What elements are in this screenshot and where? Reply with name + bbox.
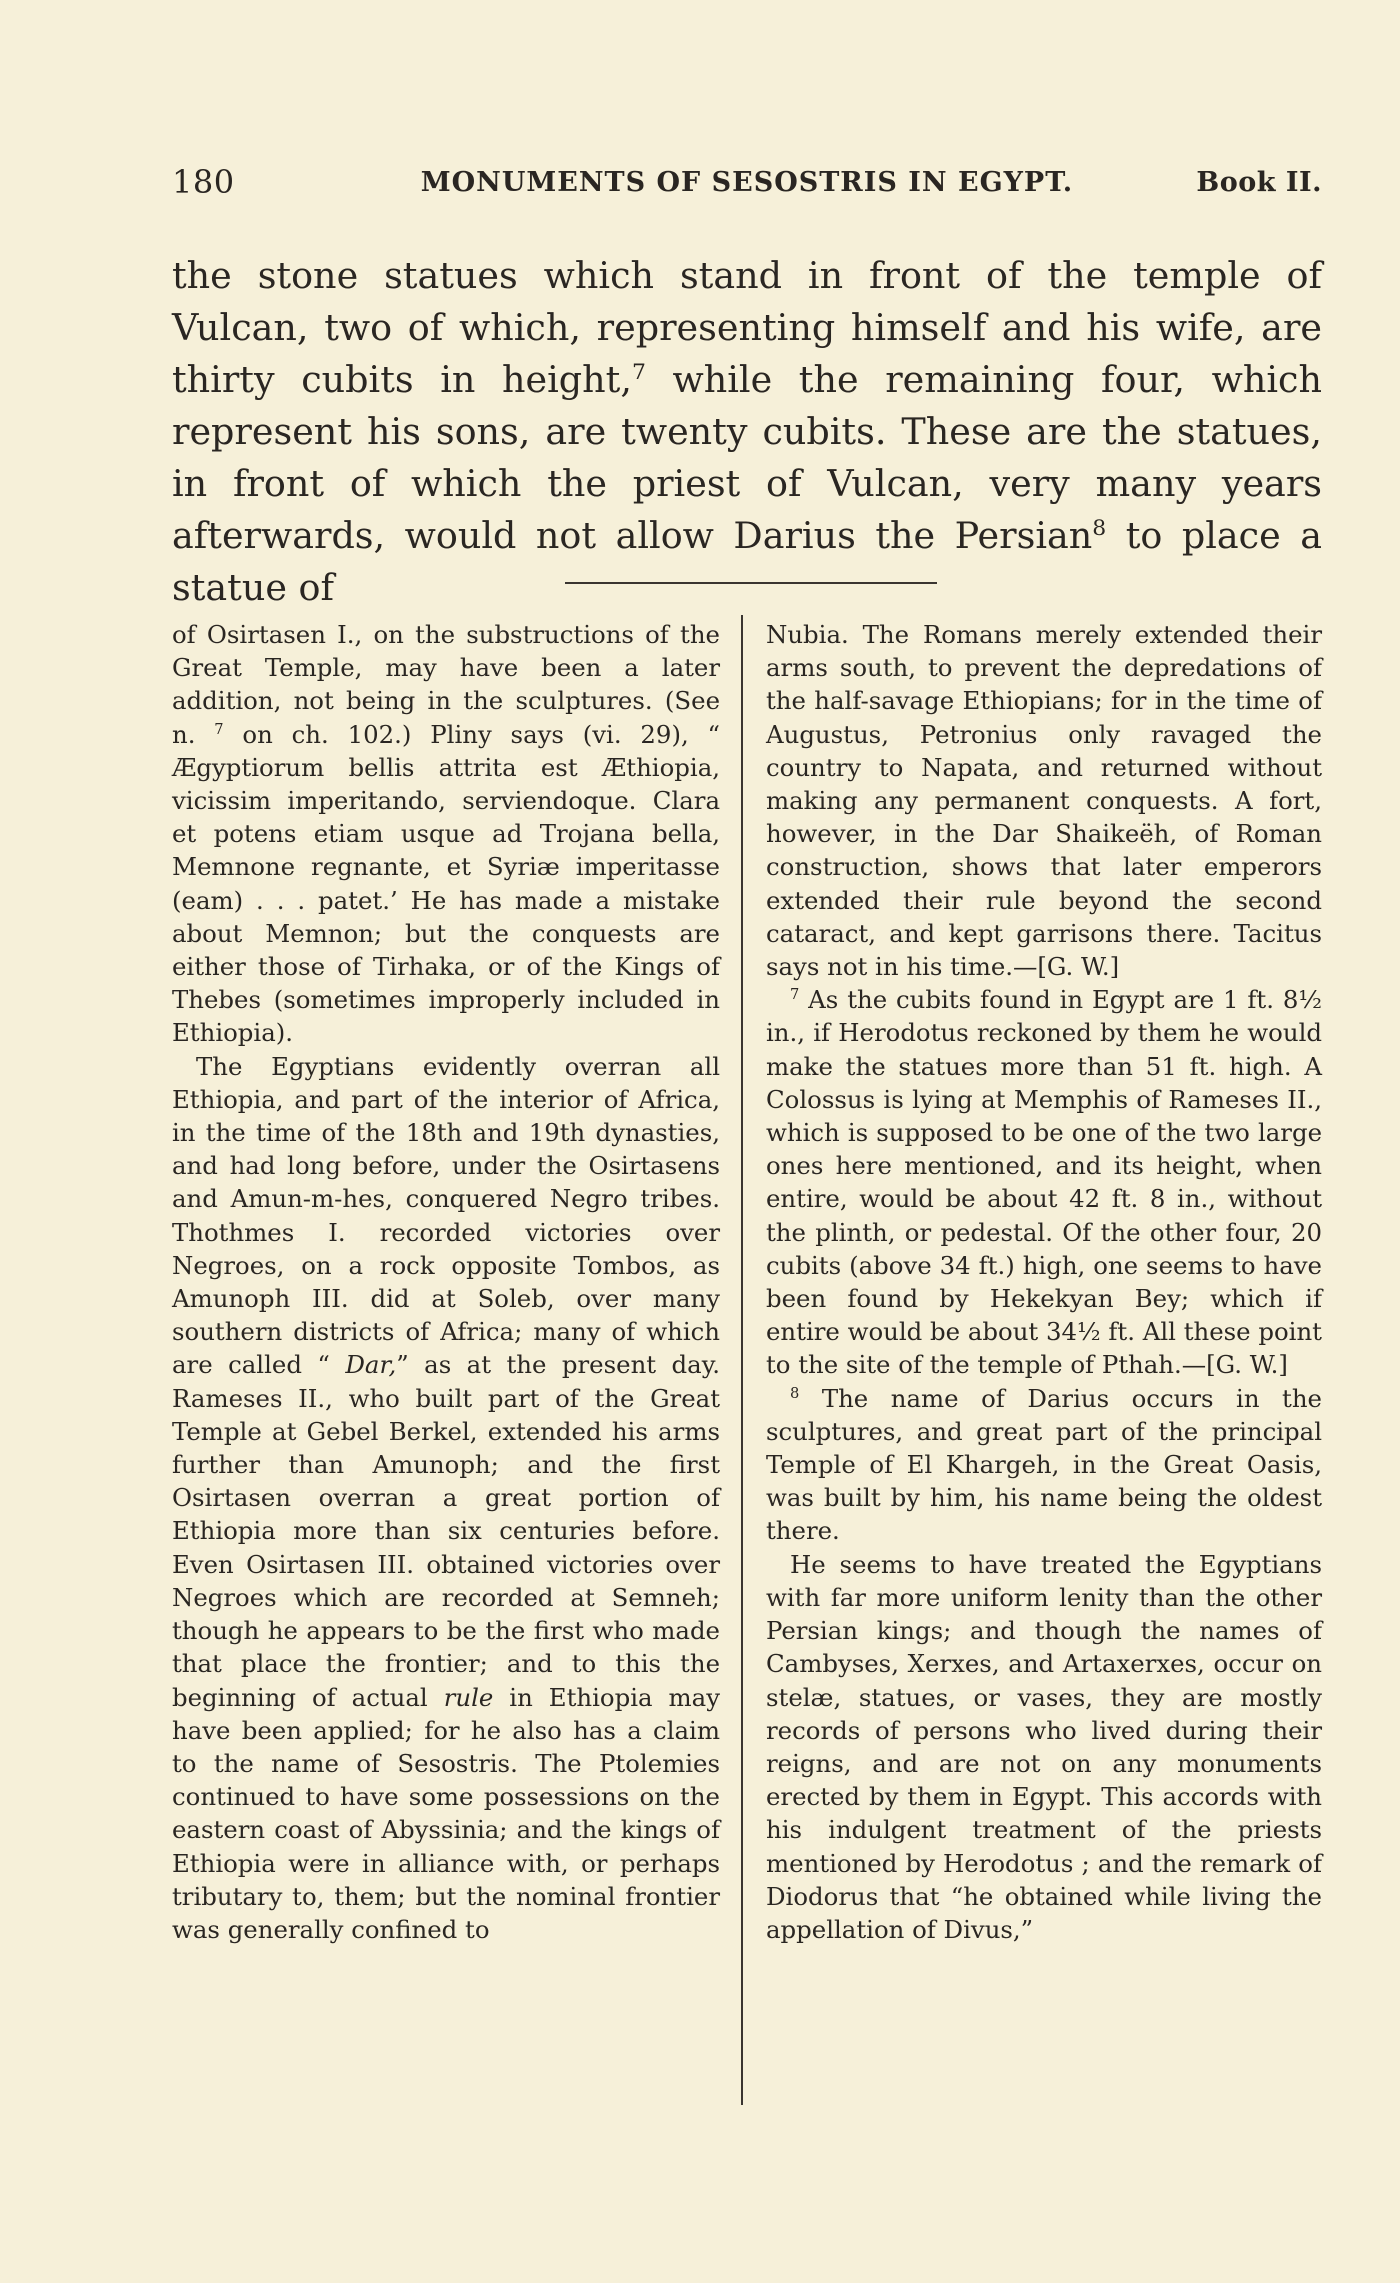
footnote-ref: 8: [1092, 515, 1107, 541]
main-text-part: to place a statue of: [172, 514, 1322, 609]
footnote-marker: 8: [790, 1384, 800, 1402]
book-label: Book II.: [1196, 167, 1322, 198]
main-text-part: the stone statues which stand in front of the temple of Vulcan, two of which, representing himself and his wife, are thirty cubits in height,: [172, 254, 1322, 401]
footnote-text: The name of Darius occurs in the sculptures, and great part of the principal Temple of El Khargeh, in the Great Oasis, was built by him, his name being the oldest there.: [766, 1383, 1322, 1546]
main-text-block: [172, 250, 1322, 614]
footnote-text: in Ethiopia may have been applied; for he also has a claim to the name of Sesostris. The Ptolemies continued to have some possessions on the eastern coast of Abyssinia; and the kings of Ethiopia were in alliance with, or perhaps tributary to, them; but the nominal frontier was generally confined to: [172, 1682, 720, 1944]
footnote-8: [766, 1382, 1322, 1548]
footnotes-right-column: [766, 618, 1322, 1946]
footnote-paragraph: [172, 1050, 720, 1946]
footnote-text: of Osirtasen I., on the substructions of the Great Temple, may have been a later addition, not being in the sculptures. (See n.: [172, 620, 720, 749]
footnote-paragraph: [766, 618, 1322, 983]
footnote-italic: Dar,: [345, 1350, 397, 1380]
footnote-paragraph: [766, 1548, 1322, 1946]
footnote-ref: 7: [214, 720, 224, 738]
page-number: 180: [172, 163, 235, 201]
footnote-text: He seems to have treated the Egyptians with far more uniform lenity than the other Persian kings; and though the names of Cambyses, Xerxes, and Artaxerxes, occur on stelæ, statues, or vases, they are mostly records of persons who lived during their reigns, and are not on any monuments erected by them in Egypt. This accords with his indulgent treatment of the priests mentioned by Herodotus ; and the remark of Diodorus that “he obtained while living the appellation of Divus,”: [766, 1549, 1322, 1944]
main-text-part: while the remaining four, which represent his sons, are twenty cubits. These are the statues, in front of which the priest of Vulcan, very many years afterwards, would not allow Darius the Persian: [172, 358, 1322, 557]
footnote-text: The Egyptians evidently overran all Ethiopia, and part of the interior of Africa, in the time of the 18th and 19th dynasties, and had long before, under the Osirtasens and Amun-m-hes, conquered Negro tribes. Thothmes I. recorded victories over Negroes, on a rock opposite Tombos, as Amunoph III. did at Soleb, over many southern districts of Africa; many of which are called “: [172, 1051, 720, 1380]
running-title: MONUMENTS OF SESOSTRIS IN EGYPT.: [420, 167, 1074, 198]
footnote-ref: 7: [631, 359, 646, 385]
footnote-7: [766, 983, 1322, 1381]
footnote-text: As the cubits found in Egypt are 1 ft. 8½ in., if Herodotus reckoned by them he would make the statues more than 51 ft. high. A Colossus is lying at Memphis of Rameses II., which is supposed to be one of the two large ones here mentioned, and its height, when entire, would be about 42 ft. 8 in., without the plinth, or pedestal. Of the other four, 20 cubits (above 34 ft.) high, one seems to have been found by Hekekyan Bey; which if entire would be about 34½ ft. All these point to the site of the temple of Pthah.—[G. W.]: [766, 985, 1322, 1380]
footnotes-left-column: [172, 618, 720, 1946]
separator-rule: [565, 582, 937, 584]
footnote-marker: 7: [790, 986, 800, 1004]
running-header: [172, 163, 1322, 209]
footnote-text: on ch. 102.) Pliny says (vi. 29), “ Ægyptiorum bellis attrita est Æthiopia, vicissim imperitando, serviendoque. Clara et potens etiam usque ad Trojana bella, Memnone regnante, et Syriæ imperitasse (eam) . . . patet.’ He has made a mistake about Memnon; but the conquests are either those of Tirhaka, or of the Kings of Thebes (sometimes improperly included in Ethiopia).: [172, 719, 721, 1048]
footnote-text: ” as at the present day. Rameses II., who built part of the Great Temple at Gebel Berkel, extended his arms further than Amunoph; and the first Osirtasen overran a great portion of Ethiopia more than six centuries before. Even Osirtasen III. obtained victories over Negroes which are recorded at Semneh; though he appears to be the first who made that place the frontier; and to this the beginning of actual: [172, 1350, 720, 1712]
footnote-italic: rule: [443, 1682, 494, 1712]
footnote-paragraph: [172, 618, 720, 1050]
main-paragraph: [172, 250, 1322, 614]
footnote-text: Nubia. The Romans merely extended their arms south, to prevent the depredations of the half-savage Ethiopians; for in the time of Augustus, Petronius only ravaged the country to Napata, and returned without making any permanent conquests. A fort, however, in the Dar Shaikeëh, of Roman construction, shows that later emperors extended their rule beyond the second cataract, and kept garrisons there. Tacitus says not in his time.—[G. W.]: [766, 620, 1322, 982]
column-divider: [741, 615, 743, 2105]
